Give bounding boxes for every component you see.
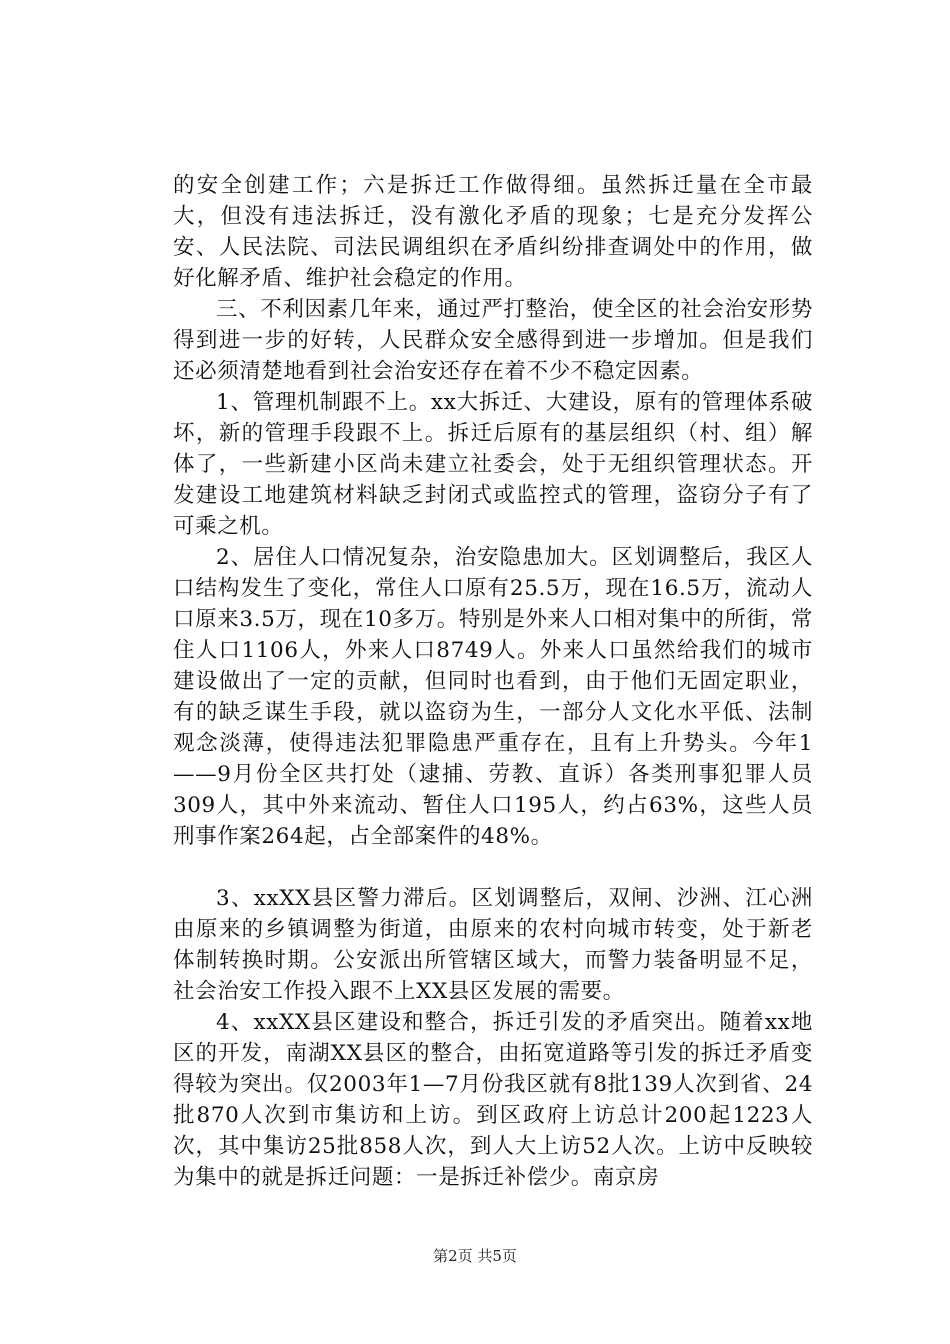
paragraph-item-4: 4、xxXX县区建设和整合，拆迁引发的矛盾突出。随着xx地区的开发，南湖XX县区的整合，由拓宽道路等引发的拆迁矛盾变得较为突出。仅2003年1—7月份我区就有8批139人次到省、24批870人次到市集访和上访。到区政府上访总计200起1223人次，其中集访25批858人次，到人大上访52人次。上访中反映较为集中的就是拆迁问题：一是拆迁补偿少。南京房 [173,1010,813,1190]
paragraph-section-three: 三、不利因素几年来，通过严打整治，使全区的社会治安形势得到进一步的好转，人民群众安全感得到进一步增加。但是我们还必须清楚地看到社会治安还存在着不少不稳定因素。 [173,297,813,384]
paragraph-item-3: 3、xxXX县区警力滞后。区划调整后，双闸、沙洲、江心洲由原来的乡镇调整为街道，由原来的农村向城市转变，处于新老体制转换时期。公安派出所管辖区域大，而警力装备明显不足，社会治安工作投入跟不上XX县区发展的需要。 [173,886,813,1004]
paragraph-item-1: 1、管理机制跟不上。xx大拆迁、大建设，原有的管理体系破坏，新的管理手段跟不上。拆迁后原有的基层组织（村、组）解体了，一些新建小区尚未建立社委会，处于无组织管理状态。开发建设工地建筑材料缺乏封闭式或监控式的管理，盗窃分子有了可乘之机。 [173,390,813,539]
paragraph-gap [173,852,813,883]
paragraph-item-2: 2、居住人口情况复杂，治安隐患加大。区划调整后，我区人口结构发生了变化，常住人口原有25.5万，现在16.5万，流动人口原来3.5万，现在10多万。特别是外来人口相对集中的所街，常住人口1106人，外来人口8749人。外来人口虽然给我们的城市建设做出了一定的贡献，但同时也看到，由于他们无固定职业，有的缺乏谋生手段，就以盗窃为生，一部分人文化水平低、法制观念淡薄，使得违法犯罪隐患严重存在，且有上升势头。今年1——9月份全区共打处（逮捕、劳教、直诉）各类刑事犯罪人员309人，其中外来流动、暂住人口195人，约占63%，这些人员刑事作案264起，占全部案件的48%。 [173,545,813,849]
paragraph-continuation: 的安全创建工作；六是拆迁工作做得细。虽然拆迁量在全市最大，但没有违法拆迁，没有激化矛盾的现象；七是充分发挥公安、人民法院、司法民调组织在矛盾纠纷排查调处中的作用，做好化解矛盾、维护社会稳定的作用。 [173,173,813,291]
document-body [173,170,813,1193]
page-footer: 第2页 共5页 [433,1247,517,1265]
